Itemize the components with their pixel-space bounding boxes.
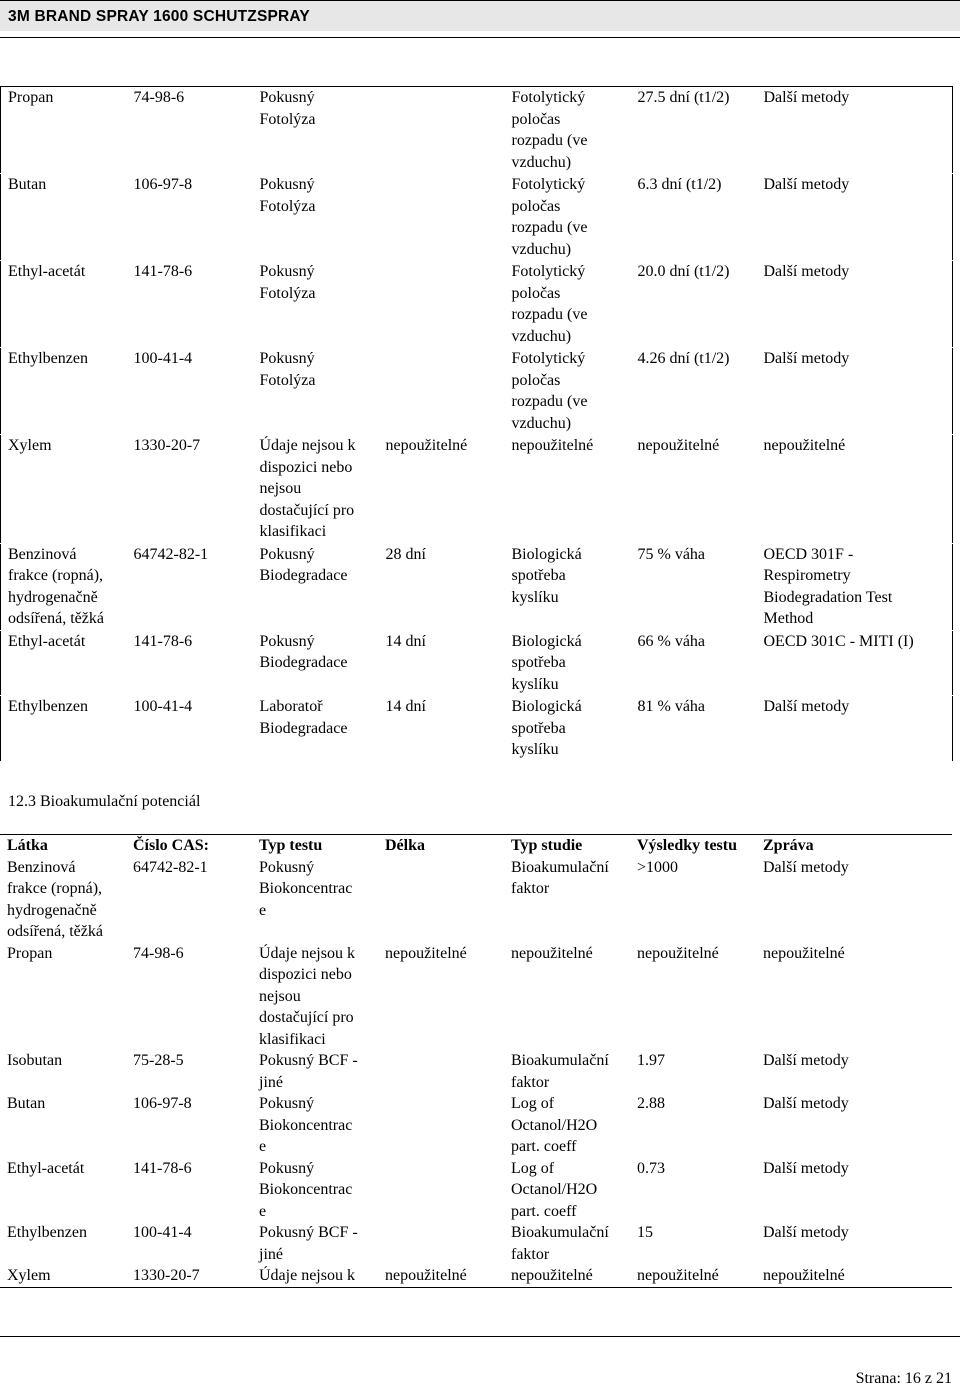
table-cell: Bioakumulační faktor	[511, 1224, 609, 1263]
table-cell: Butan	[7, 1095, 46, 1112]
table-row	[1, 348, 953, 435]
table-cell	[379, 174, 505, 261]
table-cell: 81 % váha	[631, 696, 757, 762]
table-cell: Pokusný Biokoncentrac e	[259, 858, 353, 919]
table-cell: OECD 301C - MITI (I)	[757, 630, 953, 696]
table-cell: Propan	[7, 944, 53, 962]
table-cell	[378, 1050, 504, 1093]
column-header: Typ testu	[252, 835, 378, 857]
table-cell: Ethylbenzen	[7, 1224, 87, 1241]
table-cell: Ethyl-acetát	[7, 1159, 85, 1177]
table-row	[1, 630, 953, 696]
table-row	[1, 87, 953, 174]
table-cell: 14 dní	[379, 696, 505, 762]
table-cell: Údaje nejsou k dispozici nebo nejsou dostačující pro klasifikaci	[259, 944, 355, 1048]
table-cell: Bioakumulační faktor	[511, 858, 609, 897]
table-cell: 1330-20-7	[127, 435, 253, 544]
table-row	[0, 1050, 952, 1093]
table-row	[0, 1265, 952, 1287]
table-header-row	[0, 835, 952, 857]
table-cell: nepoužitelné	[631, 435, 757, 544]
table-cell: nepoužitelné	[637, 944, 719, 962]
table-cell	[378, 1158, 504, 1223]
table-cell: Biologická spotřeba kyslíku	[505, 696, 631, 762]
table-cell: 1330-20-7	[126, 1265, 252, 1287]
table-row	[0, 1222, 952, 1265]
table-cell: Pokusný Fotolýza	[253, 348, 379, 435]
table-row	[0, 1158, 952, 1223]
table-cell: 141-78-6	[127, 630, 253, 696]
table-cell: 0.73	[637, 1159, 665, 1177]
table-cell: 20.0 dní (t1/2)	[631, 261, 757, 348]
table-cell: Pokusný Fotolýza	[253, 87, 379, 174]
table-cell: Fotolytický poločas rozpadu (ve vzduchu)	[505, 261, 631, 348]
table-cell: Propan	[1, 87, 127, 174]
table-row	[0, 857, 952, 943]
table-cell: 75 % váha	[631, 543, 757, 630]
table-cell: 106-97-8	[133, 1095, 192, 1112]
table-row	[1, 435, 953, 544]
table-cell: nepoužitelné	[630, 1265, 756, 1287]
table-cell: Další metody	[763, 1159, 849, 1177]
table-cell: Pokusný Biokoncentrac e	[259, 1095, 353, 1155]
table-cell: 1.97	[637, 1052, 665, 1069]
table-cell: Log of Octanol/H2O part. coeff	[511, 1095, 598, 1155]
table-cell: 64742-82-1	[127, 543, 253, 630]
table-cell: Pokusný BCF - jiné	[259, 1224, 358, 1263]
table-cell: 6.3 dní (t1/2)	[631, 174, 757, 261]
table-cell	[379, 87, 505, 174]
column-header: Zpráva	[756, 835, 952, 857]
table-row	[1, 696, 953, 762]
table-cell: 14 dní	[379, 630, 505, 696]
footer-rule	[0, 1336, 960, 1337]
table-cell: 100-41-4	[133, 1224, 192, 1241]
table-cell: 74-98-6	[127, 87, 253, 174]
table-cell: Fotolytický poločas rozpadu (ve vzduchu)	[505, 174, 631, 261]
table-cell: Další metody	[757, 87, 953, 174]
table-cell	[378, 857, 504, 943]
table-cell: nepoužitelné	[504, 1265, 630, 1287]
document-title: 3M BRAND SPRAY 1600 SCHUTZSPRAY	[8, 8, 310, 25]
table-cell: Pokusný Biodegradace	[253, 630, 379, 696]
table-row	[1, 174, 953, 261]
table-cell: nepoužitelné	[763, 944, 845, 962]
table-cell: 106-97-8	[127, 174, 253, 261]
table-cell: Pokusný Fotolýza	[253, 261, 379, 348]
table-cell: >1000	[637, 858, 679, 876]
table-cell: 64742-82-1	[133, 858, 208, 876]
table-cell: Další metody	[757, 696, 953, 762]
table-cell: Xylem	[1, 435, 127, 544]
table-cell: nepoužitelné	[505, 435, 631, 544]
table-cell: 66 % váha	[631, 630, 757, 696]
table-cell: Údaje nejsou k dispozici nebo nejsou dostačující pro klasifikaci	[253, 435, 379, 544]
table-cell: Log of Octanol/H2O part. coeff	[511, 1159, 598, 1220]
table-cell: Další metody	[763, 1052, 849, 1069]
table-cell: Fotolytický poločas rozpadu (ve vzduchu)	[505, 87, 631, 174]
table-cell: Fotolytický poločas rozpadu (ve vzduchu)	[505, 348, 631, 435]
degradation-table	[0, 86, 953, 762]
table-cell	[378, 1222, 504, 1265]
table-row	[0, 943, 952, 1051]
table-cell: nepoužitelné	[757, 435, 953, 544]
table-row	[1, 543, 953, 630]
table-cell: 74-98-6	[133, 944, 184, 962]
column-header: Číslo CAS:	[126, 835, 252, 857]
table-cell: Další metody	[757, 348, 953, 435]
table-cell: Biologická spotřeba kyslíku	[505, 630, 631, 696]
table-cell: nepoužitelné	[378, 1265, 504, 1287]
table-cell	[378, 1093, 504, 1158]
table-cell: 4.26 dní (t1/2)	[631, 348, 757, 435]
table-cell: Další metody	[757, 174, 953, 261]
table-cell: OECD 301F - Respirometry Biodegradation Test Method	[757, 543, 953, 630]
table-cell: 75-28-5	[133, 1052, 184, 1069]
table-cell: Pokusný Biodegradace	[253, 543, 379, 630]
table-cell: Ethyl-acetát	[1, 630, 127, 696]
table-cell: Pokusný BCF - jiné	[259, 1052, 358, 1091]
table-cell: Bioakumulační faktor	[511, 1052, 609, 1091]
table-cell	[379, 261, 505, 348]
table-cell: 28 dní	[379, 543, 505, 630]
table-cell: Ethylbenzen	[1, 696, 127, 762]
table-cell: 100-41-4	[127, 348, 253, 435]
bioaccumulation-table	[0, 834, 952, 1288]
table-cell: nepoužitelné	[385, 944, 467, 962]
column-header: Délka	[378, 835, 504, 857]
table-cell: 141-78-6	[127, 261, 253, 348]
table-cell: Pokusný Fotolýza	[253, 174, 379, 261]
table-row	[1, 261, 953, 348]
table-cell	[379, 348, 505, 435]
table-cell: Biologická spotřeba kyslíku	[505, 543, 631, 630]
page-number: Strana: 16 z 21	[855, 1370, 952, 1387]
table-cell: Pokusný Biokoncentrac e	[259, 1159, 353, 1220]
table-cell: nepoužitelné	[756, 1265, 952, 1287]
table-cell: Isobutan	[7, 1052, 63, 1069]
table-cell: 141-78-6	[133, 1159, 192, 1177]
table-cell: Ethylbenzen	[1, 348, 127, 435]
table-cell: Benzinová frakce (ropná), hydrogenačně odsířená, těžká	[7, 858, 103, 940]
table-cell: nepoužitelné	[379, 435, 505, 544]
table-cell: 2.88	[637, 1095, 665, 1112]
table-cell: Laboratoř Biodegradace	[253, 696, 379, 762]
table-cell: Ethyl-acetát	[1, 261, 127, 348]
column-header: Látka	[0, 835, 126, 857]
table-cell: 15	[637, 1224, 653, 1241]
table-cell: Butan	[1, 174, 127, 261]
table-cell: nepoužitelné	[511, 944, 593, 962]
table-cell: 100-41-4	[127, 696, 253, 762]
table-cell: 27.5 dní (t1/2)	[631, 87, 757, 174]
table-cell: Další metody	[763, 1095, 849, 1112]
table-cell: Další metody	[763, 1224, 849, 1241]
table-cell: Další metody	[763, 858, 849, 876]
table-cell: Xylem	[0, 1265, 126, 1287]
column-header: Výsledky testu	[630, 835, 756, 857]
table-row	[0, 1093, 952, 1158]
header-rule	[0, 37, 960, 38]
table-cell: Další metody	[757, 261, 953, 348]
table-cell: Údaje nejsou k	[252, 1265, 378, 1287]
section-title: 12.3 Bioakumulační potenciál	[8, 793, 201, 810]
column-header: Typ studie	[504, 835, 630, 857]
document-header	[0, 0, 960, 31]
table-cell: Benzinová frakce (ropná), hydrogenačně odsířená, těžká	[1, 543, 127, 630]
